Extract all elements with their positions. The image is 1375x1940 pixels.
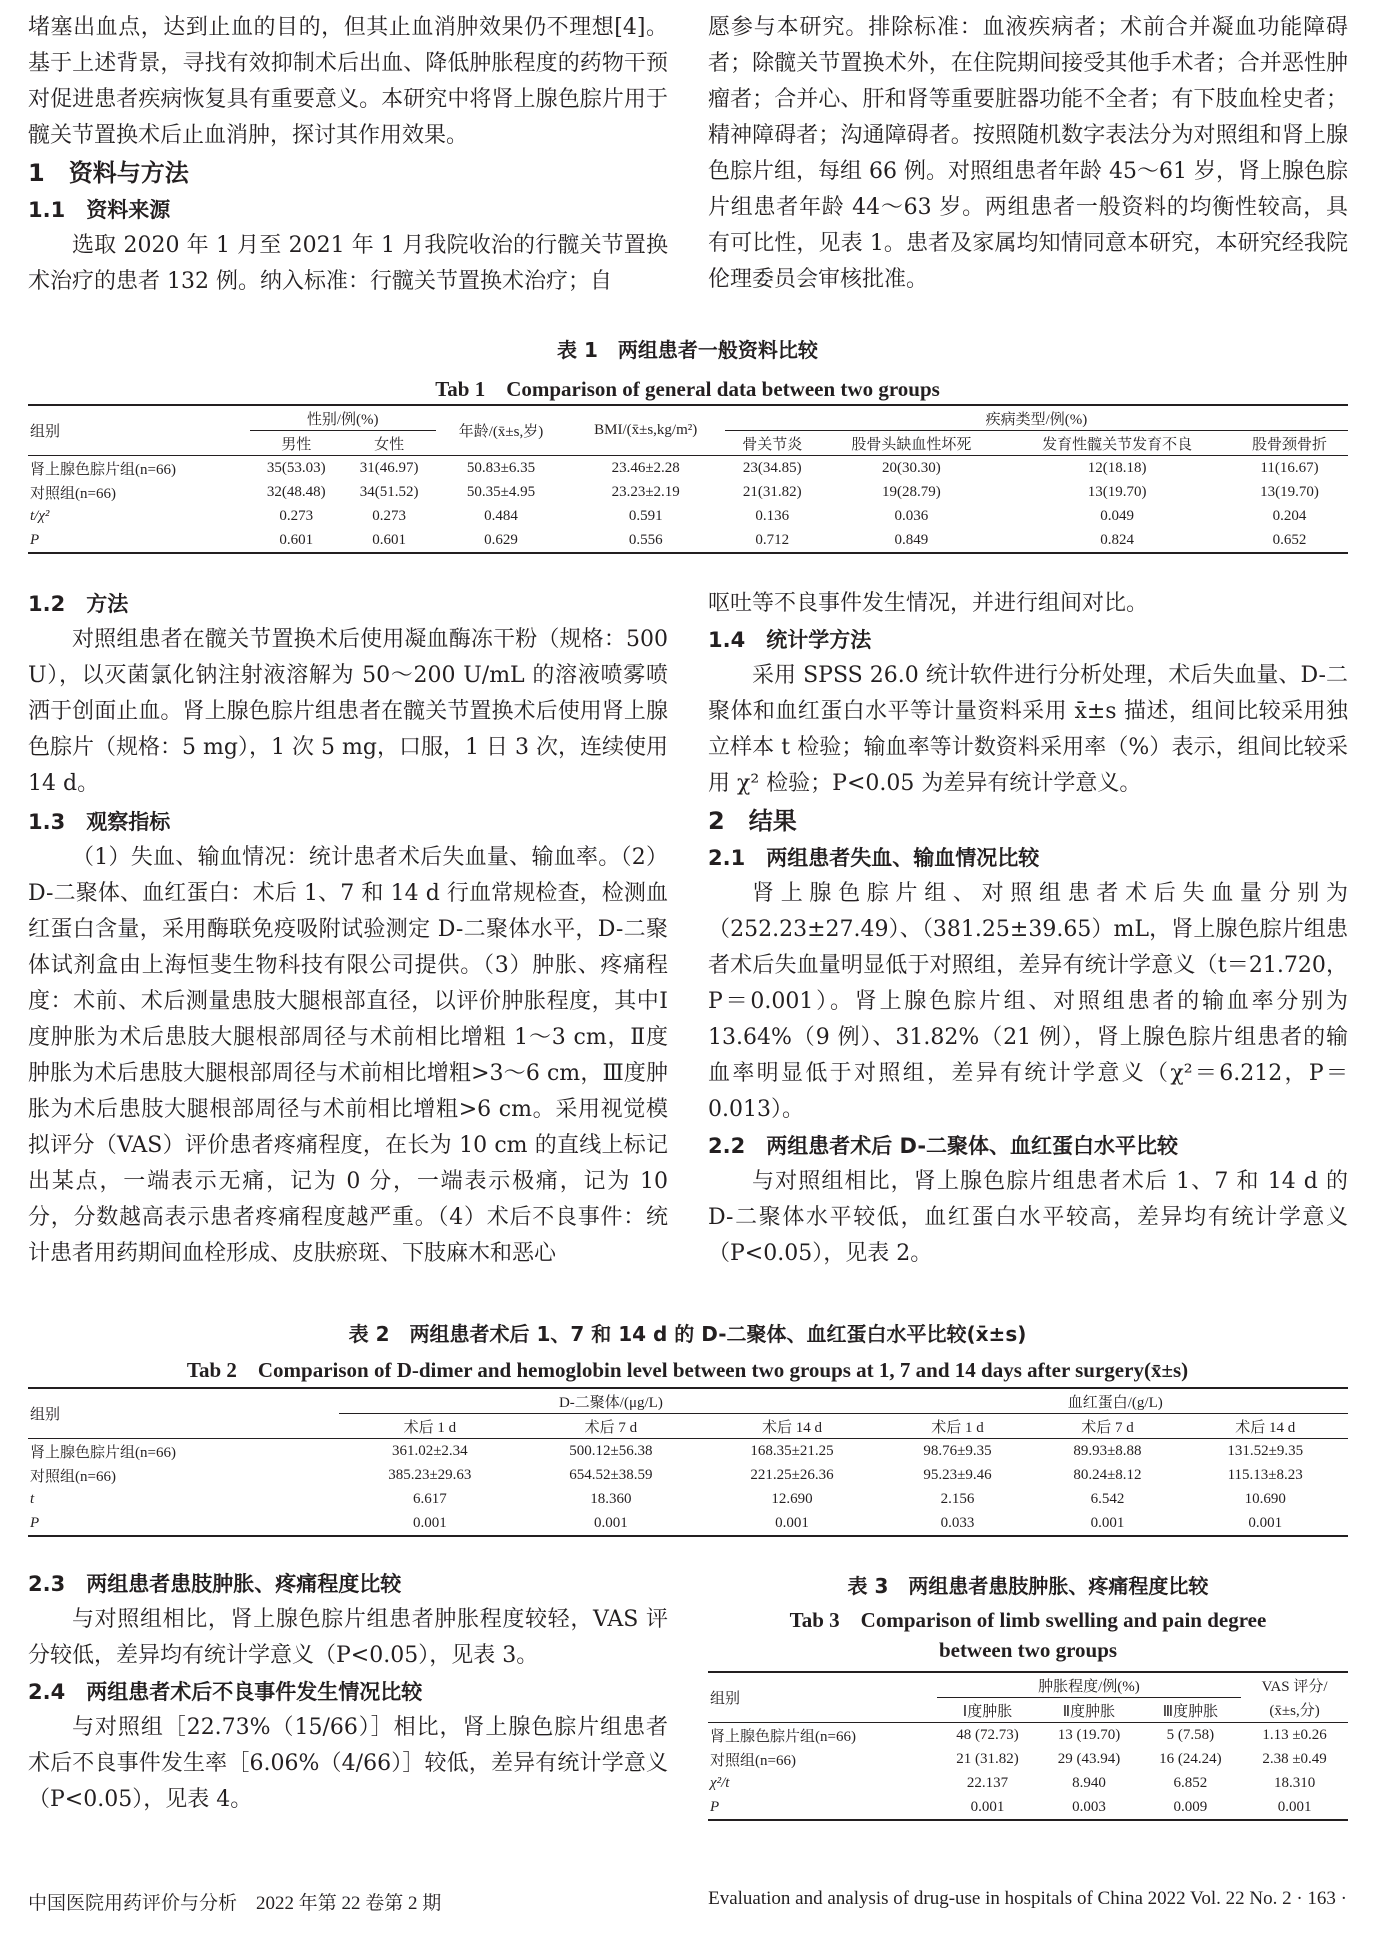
table-cell: 肾上腺色腙片组(n=66) bbox=[30, 1444, 176, 1461]
section-2-1-text: 肾上腺色腙片组、对照组患者术后失血量分别为（252.23±27.49）、（381.25±39.65）mL，肾上腺色腙片组患者术后失血量明显低于对照组，差异有统计学意义（t＝21.720，P＝0.001）。肾上腺色腙片组、对照组患者的输血率分别为 13.64%（9 例）、31.82%（21 例），肾上腺色腙片组患者的输血率明显低于对照组，差异有统计学意义（χ²＝6.212，P＝0.013）。 bbox=[708, 881, 1348, 1122]
section-1-2-text: 对照组患者在髋关节置换术后使用凝血酶冻干粉（规格：500 U），以灭菌氯化钠注射液溶解为 50～200 U/mL 的溶液喷雾喷洒于创面止血。肾上腺色腙片组患者在髋关节置换术后使用肾上腺色腙片（规格：5 mg），1 次 5 mg，口服，1 日 3 次，连续使用 14 d。 bbox=[28, 627, 668, 796]
section-2-4-heading: 2.4 两组患者术后不良事件发生情况比较 bbox=[28, 1680, 423, 1704]
table1 bbox=[28, 404, 1348, 554]
table-cell: 23(34.85) bbox=[742, 459, 802, 476]
table-row bbox=[28, 1487, 1348, 1511]
table-cell: 13(19.70) bbox=[1087, 483, 1147, 500]
table1-header-female: 女性 bbox=[374, 436, 405, 453]
table3-header-vas-1: VAS 评分/ bbox=[1261, 1678, 1328, 1695]
table-cell: 35(53.03) bbox=[266, 459, 326, 476]
section-1-3-text: （1）失血、输血情况：统计患者术后失血量、输血率。（2）D-二聚体、血红蛋白：术后 1、7 和 14 d 行血常规检查，检测血红蛋白含量，采用酶联免疫吸附试验测定 D-二聚体水平，D-二聚体试剂盒由上海恒斐生物科技有限公司提供。（3）肿胀、疼痛程度：术前、术后测量患肢大腿根部直径，以评价肿胀程度，其中Ⅰ度肿胀为术后患肢大腿根部周径与术前相比增粗 1～3 cm，Ⅱ度肿胀为术后患肢大腿根部周径与术前相比增粗>3～6 cm，Ⅲ度肿胀为术后患肢大腿根部周径与术前相比增粗>6 cm。采用视觉模拟评分（VAS）评价患者疼痛程度，在长为 10 cm 的直线上标记出某点，一端表示无痛，记为 0 分，一端表示极痛，记为 10 分，分数越高表示患者疼痛程度越严重。（4）术后不良事件：统计患者用药期间血栓形成、皮肤瘀斑、下肢麻木和恶心 bbox=[28, 845, 668, 1266]
table-row bbox=[708, 1747, 1348, 1771]
table2-title-cn: 表 2 两组患者术后 1、7 和 14 d 的 D-二聚体、血红蛋白水平比较(x̄±s) bbox=[348, 1322, 1027, 1346]
table-cell: 0.273 bbox=[372, 507, 406, 524]
table1-title-en: Tab 1 Comparison of general data between two groups bbox=[435, 377, 940, 401]
table2-header-hb-14d: 术后 14 d bbox=[1235, 1419, 1296, 1436]
table-cell: 0.601 bbox=[372, 531, 406, 548]
table-cell: 34(51.52) bbox=[359, 483, 419, 500]
table2-header-hemoglobin: 血红蛋白/(g/L) bbox=[883, 1388, 1348, 1414]
intro-paragraph: 堵塞出血点，达到止血的目的，但其止血消肿效果仍不理想[4]。基于上述背景，寻找有效抑制术后出血、降低肿胀程度的药物干预对促进患者疾病恢复具有重要意义。本研究中将肾上腺色腙片用于髋关节置换术后止血消肿，探讨其作用效果。 bbox=[28, 15, 668, 148]
table-cell: P bbox=[710, 1798, 720, 1815]
table-cell: 0.824 bbox=[1100, 531, 1134, 548]
table1-header-disease: 疾病类型/例(%) bbox=[725, 405, 1348, 431]
table-cell: 80.24±8.12 bbox=[1073, 1466, 1142, 1483]
table-cell: 23.46±2.28 bbox=[611, 459, 680, 476]
table1-header-bmi: BMI/(x̄±s,kg/m²) bbox=[566, 405, 725, 456]
table-cell: 32(48.48) bbox=[266, 483, 326, 500]
section-2-4-text: 与对照组［22.73%（15/66）］相比，肾上腺色腙片组患者术后不良事件发生率［6.06%（4/66）］较低，差异有统计学意义（P<0.05），见表 4。 bbox=[28, 1715, 668, 1812]
table-cell: 0.629 bbox=[484, 531, 518, 548]
table-cell: 0.001 bbox=[594, 1514, 628, 1531]
table-cell: 16 (24.24) bbox=[1159, 1750, 1222, 1767]
table-cell: 0.049 bbox=[1100, 507, 1134, 524]
journal-footer-en: Evaluation and analysis of drug-use in hospitals of China 2022 Vol. 22 No. 2 · 163 · bbox=[708, 1888, 1347, 1909]
section-1-heading: 1 资料与方法 bbox=[28, 159, 189, 187]
table-cell: 1.13 ±0.26 bbox=[1262, 1726, 1327, 1743]
table-cell: 肾上腺色腙片组(n=66) bbox=[30, 461, 176, 478]
table-cell: 0.849 bbox=[894, 531, 929, 548]
table-cell: 168.35±21.25 bbox=[750, 1442, 834, 1459]
table-cell: 0.591 bbox=[628, 507, 663, 524]
section-1-4-text: 采用 SPSS 26.0 统计软件进行分析处理，术后失血量、D-二聚体和血红蛋白水平等计量资料采用 x̄±s 描述，组间比较采用独立样本 t 检验；输血率等计数资料采用率（%）表示，组间比较采用 χ² 检验；P<0.05 为差异有统计学意义。 bbox=[708, 663, 1348, 796]
section-2-1-heading: 2.1 两组患者失血、输血情况比较 bbox=[708, 846, 1040, 870]
table-cell: 0.036 bbox=[894, 507, 929, 524]
table-cell: 2.156 bbox=[940, 1490, 975, 1507]
table-row bbox=[28, 504, 1348, 528]
table2-header-dd-7d: 术后 7 d bbox=[584, 1419, 638, 1436]
table-row bbox=[28, 456, 1348, 481]
table2-header-dd-14d: 术后 14 d bbox=[761, 1419, 822, 1436]
table-cell: 98.76±9.35 bbox=[923, 1442, 992, 1459]
table2-header-ddimer: D-二聚体/(μg/L) bbox=[339, 1388, 882, 1414]
left-column-bottom bbox=[28, 1566, 668, 1818]
table-cell: 31(46.97) bbox=[359, 459, 419, 476]
left-column-middle bbox=[28, 586, 668, 1272]
table3-title-en-line2: between two groups bbox=[938, 1638, 1118, 1662]
table-cell: 89.93±8.88 bbox=[1073, 1442, 1142, 1459]
table-cell: 0.204 bbox=[1272, 507, 1307, 524]
table-cell: 20(30.30) bbox=[882, 459, 941, 476]
table-cell: 0.273 bbox=[279, 507, 314, 524]
table-cell: 13 (19.70) bbox=[1057, 1726, 1121, 1743]
section-2-2-heading: 2.2 两组患者术后 D-二聚体、血红蛋白水平比较 bbox=[708, 1134, 1179, 1158]
right-column-middle bbox=[708, 586, 1348, 1272]
table-cell: 385.23±29.63 bbox=[388, 1466, 472, 1483]
table-row bbox=[28, 528, 1348, 553]
table1-title-cn: 表 1 两组患者一般资料比较 bbox=[557, 338, 818, 362]
section-2-3-text: 与对照组相比，肾上腺色腙片组患者肿胀程度较轻，VAS 评分较低，差异均有统计学意义（P<0.05），见表 3。 bbox=[28, 1607, 668, 1668]
table-cell: 对照组(n=66) bbox=[30, 485, 116, 502]
table-cell: 5 (7.58) bbox=[1166, 1726, 1215, 1743]
table-cell: 肾上腺色腙片组(n=66) bbox=[710, 1728, 856, 1745]
table-cell: 18.360 bbox=[590, 1490, 632, 1507]
table3-header-swelling: 肿胀程度/例(%) bbox=[937, 1672, 1241, 1698]
adverse-events-continuation: 呕吐等不良事件发生情况，并进行组间对比。 bbox=[708, 591, 1149, 616]
section-2-3-heading: 2.3 两组患者患肢肿胀、疼痛程度比较 bbox=[28, 1572, 402, 1596]
table-cell: 361.02±2.34 bbox=[391, 1442, 468, 1459]
table-cell: 131.52±9.35 bbox=[1227, 1442, 1304, 1459]
table-cell: 48 (72.73) bbox=[956, 1726, 1019, 1743]
table3-title-en-line1: Tab 3 Comparison of limb swelling and pain degree bbox=[789, 1608, 1267, 1632]
table-cell: 对照组(n=66) bbox=[30, 1468, 116, 1485]
table-cell: 22.137 bbox=[966, 1774, 1009, 1791]
table-cell: 0.484 bbox=[484, 507, 518, 524]
table1-header-group: 组别 bbox=[28, 405, 250, 456]
table1-header-age: 年龄/(x̄±s,岁) bbox=[436, 405, 567, 456]
table-row bbox=[708, 1723, 1348, 1748]
table-cell: χ²/t bbox=[710, 1774, 730, 1791]
section-1-4-heading: 1.4 统计学方法 bbox=[708, 628, 872, 652]
table-cell: 0.556 bbox=[628, 531, 663, 548]
table2-title-en: Tab 2 Comparison of D-dimer and hemoglobin level between two groups at 1, 7 and 14 days after surgery(x̄±s) bbox=[186, 1358, 1189, 1382]
table-cell: 11(16.67) bbox=[1260, 459, 1319, 476]
table-cell: 12(18.18) bbox=[1087, 459, 1147, 476]
journal-footer-cn: 中国医院用药评价与分析 2022 年第 22 卷第 2 期 bbox=[28, 1893, 442, 1914]
table2-header-group: 组别 bbox=[28, 1388, 339, 1439]
table1-header-oa: 骨关节炎 bbox=[742, 436, 803, 453]
table1-header-sex: 性别/例(%) bbox=[250, 405, 436, 431]
table-cell: 0.001 bbox=[412, 1514, 447, 1531]
section-2-2-text: 与对照组相比，肾上腺色腙片组患者术后 1、7 和 14 d 的 D-二聚体水平较低，血红蛋白水平较高，差异均有统计学意义（P<0.05），见表 2。 bbox=[708, 1169, 1348, 1266]
table1-header-fracture: 股骨颈骨折 bbox=[1252, 436, 1328, 453]
table-cell: 95.23±9.46 bbox=[923, 1466, 992, 1483]
right-column-top bbox=[708, 10, 1348, 298]
table-cell: 115.13±8.23 bbox=[1227, 1466, 1303, 1483]
table-row bbox=[28, 1463, 1348, 1487]
table-cell: 19(28.79) bbox=[882, 483, 941, 500]
section-1-1-text: 选取 2020 年 1 月至 2021 年 1 月我院收治的行髋关节置换术治疗的患者 132 例。纳入标准：行髋关节置换术治疗；自 bbox=[28, 233, 668, 294]
table-cell: P bbox=[30, 1514, 40, 1531]
table-row bbox=[708, 1771, 1348, 1795]
table3-header-grade3: Ⅲ度肿胀 bbox=[1162, 1703, 1219, 1720]
table3 bbox=[708, 1671, 1348, 1821]
table-cell: t bbox=[30, 1490, 35, 1507]
table-cell: 21(31.82) bbox=[742, 483, 802, 500]
table3-header-grade2: Ⅱ度肿胀 bbox=[1062, 1703, 1116, 1720]
table-cell: 0.001 bbox=[1248, 1514, 1283, 1531]
table-row bbox=[28, 480, 1348, 504]
table-cell: 29 (43.94) bbox=[1057, 1750, 1121, 1767]
table-cell: 0.001 bbox=[970, 1798, 1005, 1815]
table-cell: 221.25±26.36 bbox=[750, 1466, 834, 1483]
table-cell: 0.001 bbox=[1090, 1514, 1125, 1531]
table-cell: 0.009 bbox=[1173, 1798, 1208, 1815]
table-cell: 23.23±2.19 bbox=[611, 483, 680, 500]
table3-title-cn: 表 3 两组患者患肢肿胀、疼痛程度比较 bbox=[847, 1574, 1209, 1598]
table-cell: 0.136 bbox=[755, 507, 790, 524]
table-cell: 2.38 ±0.49 bbox=[1262, 1750, 1327, 1767]
table-cell: 0.001 bbox=[1277, 1798, 1312, 1815]
table1-header-dysplasia: 发育性髋关节发育不良 bbox=[1042, 436, 1193, 453]
table3-header-vas-2: (x̄±s,分) bbox=[1269, 1703, 1320, 1720]
table-row bbox=[28, 1439, 1348, 1464]
table-cell: 654.52±38.59 bbox=[569, 1466, 653, 1483]
table-cell: 对照组(n=66) bbox=[710, 1752, 796, 1769]
section-2-heading: 2 结果 bbox=[708, 807, 797, 835]
table-row bbox=[708, 1795, 1348, 1820]
table-cell: 0.652 bbox=[1272, 531, 1307, 548]
table-cell: 6.542 bbox=[1090, 1490, 1125, 1507]
table1-header-necrosis: 股骨头缺血性坏死 bbox=[851, 436, 972, 453]
table2 bbox=[28, 1387, 1348, 1537]
inclusion-exclusion-text: 愿参与本研究。排除标准：血液疾病者；术前合并凝血功能障碍者；除髋关节置换术外，在住院期间接受其他手术者；合并恶性肿瘤者；合并心、肝和肾等重要脏器功能不全者；有下肢血栓史者；精神障碍者；沟通障碍者。按照随机数字表法分为对照组和肾上腺色腙片组，每组 66 例。对照组患者年龄 45～61 岁，肾上腺色腙片组患者年龄 44～63 岁。两组患者一般资料的均衡性较高，具有可比性，见表 1。患者及家属均知情同意本研究，本研究经我院伦理委员会审核批准。 bbox=[708, 15, 1348, 292]
table-cell: 10.690 bbox=[1244, 1490, 1286, 1507]
left-column-top bbox=[28, 10, 668, 300]
table3-header-group: 组别 bbox=[708, 1672, 937, 1723]
table3-header-grade1: Ⅰ度肿胀 bbox=[962, 1703, 1013, 1720]
table-cell: 50.83±6.35 bbox=[466, 459, 536, 476]
table-cell: P bbox=[30, 531, 40, 548]
table-cell: 6.617 bbox=[412, 1490, 447, 1507]
table2-header-dd-1d: 术后 1 d bbox=[403, 1419, 457, 1436]
section-1-3-heading: 1.3 观察指标 bbox=[28, 810, 171, 834]
table-cell: 0.601 bbox=[279, 531, 314, 548]
table-cell: 0.003 bbox=[1072, 1798, 1106, 1815]
table-cell: 500.12±56.38 bbox=[569, 1442, 653, 1459]
table-cell: 8.940 bbox=[1072, 1774, 1106, 1791]
table-cell: 0.001 bbox=[775, 1514, 809, 1531]
table-cell: 0.033 bbox=[940, 1514, 975, 1531]
section-1-2-heading: 1.2 方法 bbox=[28, 592, 129, 616]
table2-header-hb-1d: 术后 1 d bbox=[931, 1419, 984, 1436]
table-cell: 13(19.70) bbox=[1260, 483, 1319, 500]
table-cell: 12.690 bbox=[771, 1490, 813, 1507]
table2-header-hb-7d: 术后 7 d bbox=[1081, 1419, 1134, 1436]
table-cell: 18.310 bbox=[1273, 1774, 1316, 1791]
table1-header-male: 男性 bbox=[281, 436, 312, 453]
table-cell: 0.712 bbox=[755, 531, 790, 548]
table-cell: 50.35±4.95 bbox=[466, 483, 536, 500]
table-row bbox=[28, 1511, 1348, 1536]
table-cell: t/χ² bbox=[30, 507, 50, 524]
table-cell: 6.852 bbox=[1173, 1774, 1208, 1791]
table-cell: 21 (31.82) bbox=[956, 1750, 1019, 1767]
section-1-1-heading: 1.1 资料来源 bbox=[28, 198, 171, 222]
